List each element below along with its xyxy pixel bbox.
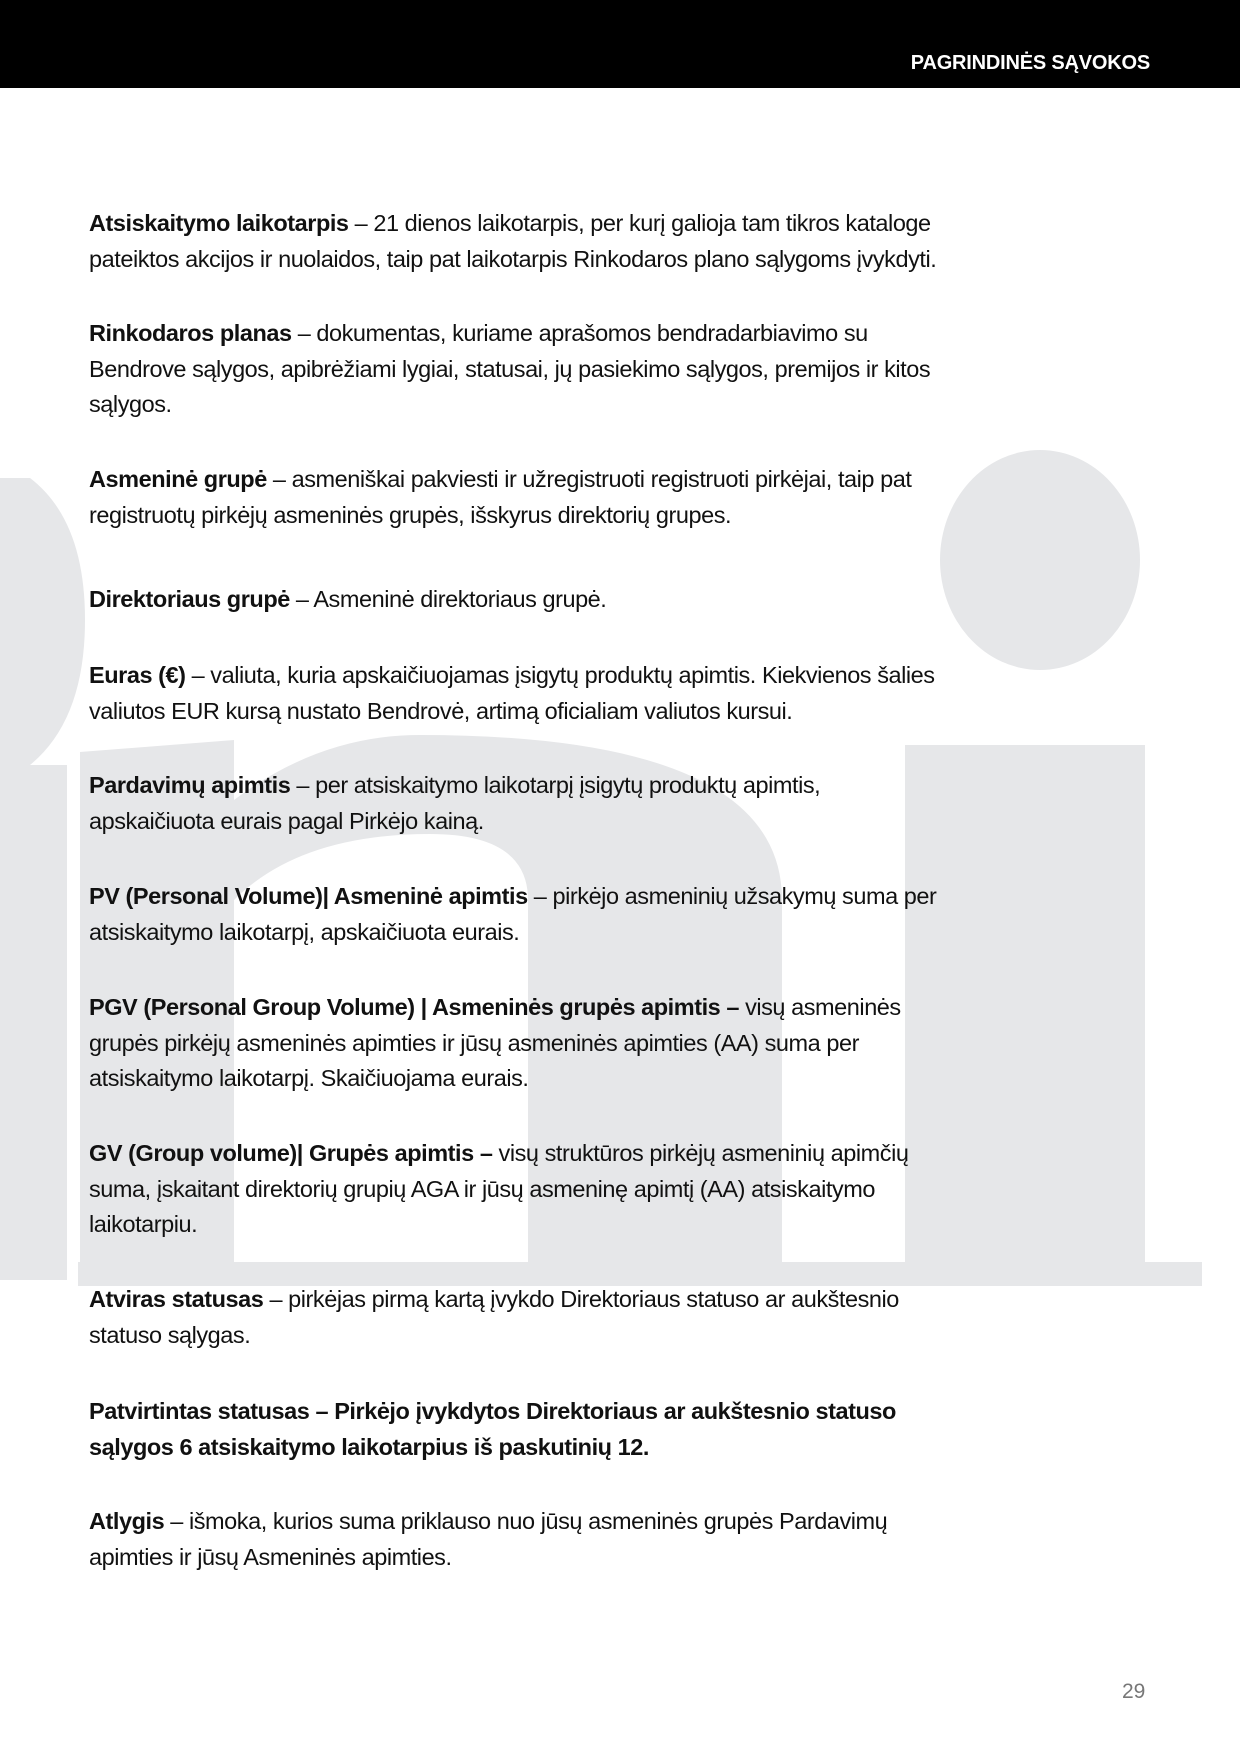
definition-line (89, 582, 606, 618)
definition-text: registruotų pirkėjų asmeninės grupės, išskyrus direktorių grupes. (89, 501, 732, 528)
definition-term: Euras (€) (89, 662, 186, 688)
definition-text: – dokumentas, kuriame aprašomos bendradarbiavimo su (291, 320, 868, 346)
definition-line (89, 1430, 896, 1466)
definition-line (89, 1282, 899, 1318)
definition-text: – išmoka, kurios suma priklauso nuo jūsų asmeninės grupės Pardavimų (164, 1508, 888, 1534)
definition-term: Asmeninė grupė (89, 466, 267, 492)
definition-line (89, 879, 936, 915)
definition-text: statuso sąlygas. (89, 1321, 251, 1348)
definition-line (89, 658, 935, 694)
definition-line (89, 206, 936, 242)
definition-term: Atviras statusas (89, 1286, 264, 1312)
definition-term: PV (Personal Volume)| Asmeninė apimtis (89, 883, 528, 909)
watermark-letter-i-stem (905, 745, 1145, 1280)
definition-text: valiutos EUR kursą nustato Bendrovė, artimą oficialiam valiutos kursui. (89, 697, 793, 724)
definition-item (89, 462, 911, 533)
definition-line (89, 990, 901, 1026)
watermark-letter-i-dot (940, 450, 1140, 670)
definition-term: PGV (Personal Group Volume) | Asmeninės grupės apimtis – (89, 994, 739, 1020)
definition-text: apskaičiuota eurais pagal Pirkėjo kainą. (89, 807, 484, 834)
definition-text: – 21 dienos laikotarpis, per kurį galioja tam tikros kataloge (348, 210, 931, 236)
definition-text: visų struktūros pirkėjų asmeninių apimčių (492, 1140, 909, 1166)
definition-line (89, 498, 911, 534)
definition-item (89, 1282, 899, 1353)
definition-term: sąlygos 6 atsiskaitymo laikotarpius iš paskutinių 12. (89, 1433, 649, 1460)
page-header (0, 0, 1240, 88)
definition-line (89, 1504, 887, 1540)
definition-item (89, 768, 820, 839)
definition-text: – pirkėjas pirmą kartą įvykdo Direktoriaus statuso ar aukštesnio (263, 1286, 899, 1312)
definition-line (89, 1172, 908, 1208)
definition-line (89, 1394, 896, 1430)
definition-item (89, 990, 901, 1097)
definition-term: Pardavimų apimtis (89, 772, 291, 798)
definition-line (89, 1136, 908, 1172)
definition-text: – per atsiskaitymo laikotarpį įsigytų produktų apimtis, (290, 772, 821, 798)
definition-line (89, 1061, 901, 1097)
page-number: 29 (1122, 1680, 1146, 1703)
definition-term: Atsiskaitymo laikotarpis (89, 210, 349, 236)
definition-line (89, 462, 911, 498)
definition-text: – valiuta, kuria apskaičiuojamas įsigytų produktų apimtis. Kiekvienos šalies (185, 662, 935, 688)
definition-line (89, 1540, 887, 1576)
section-title: PAGRINDINĖS SĄVOKOS (910, 52, 1150, 74)
definition-line (89, 804, 820, 840)
definition-line (89, 242, 936, 278)
definition-line (89, 694, 935, 730)
definition-item (89, 1136, 908, 1243)
definition-item (89, 582, 606, 618)
definition-item (89, 206, 936, 277)
definition-text: – asmeniškai pakviesti ir užregistruoti registruoti pirkėjai, taip pat (266, 466, 912, 492)
definition-text: suma, įskaitant direktorių grupių AGA ir jūsų asmeninę apimtį (AA) atsiskaitymo (89, 1175, 875, 1202)
definition-text: atsiskaitymo laikotarpį, apskaičiuota eurais. (89, 918, 520, 945)
definition-item (89, 1504, 887, 1575)
definition-text: laikotarpiu. (89, 1211, 198, 1237)
definition-line (89, 1318, 899, 1354)
definition-line (89, 387, 930, 423)
definition-item (89, 1394, 896, 1465)
definition-term: Rinkodaros planas (89, 320, 292, 346)
definition-line (89, 316, 930, 352)
watermark-left-letter (0, 478, 85, 1280)
definition-item (89, 658, 935, 729)
definition-item (89, 879, 936, 950)
definition-text: – pirkėjo asmeninių užsakymų suma per (527, 883, 937, 909)
definition-line (89, 352, 930, 388)
definition-text: pateiktos akcijos ir nuolaidos, taip pat laikotarpis Rinkodaros plano sąlygoms įvykdyti. (89, 245, 937, 272)
definition-term: Atlygis (89, 1508, 165, 1534)
definition-line (89, 1207, 908, 1243)
definition-term: GV (Group volume)| Grupės apimtis – (89, 1140, 493, 1166)
definition-term: Direktoriaus grupė (89, 586, 290, 612)
definition-term: Patvirtintas statusas – Pirkėjo įvykdytos Direktoriaus ar aukštesnio statuso (89, 1398, 896, 1424)
definition-line (89, 1026, 901, 1062)
definition-text: grupės pirkėjų asmeninės apimties ir jūsų asmeninės apimties (AA) suma per (89, 1029, 859, 1056)
definition-text: sąlygos. (89, 391, 172, 417)
definition-line (89, 768, 820, 804)
definition-text: visų asmeninės (738, 994, 901, 1020)
definition-text: atsiskaitymo laikotarpį. Skaičiuojama eurais. (89, 1065, 529, 1091)
definition-line (89, 915, 936, 951)
definition-text: apimties ir jūsų Asmeninės apimties. (89, 1543, 452, 1570)
definition-item (89, 316, 930, 423)
definition-text: – Asmeninė direktoriaus grupė. (289, 586, 607, 612)
definition-text: Bendrove sąlygos, apibrėžiami lygiai, statusai, jų pasiekimo sąlygos, premijos ir kitos (89, 355, 931, 382)
